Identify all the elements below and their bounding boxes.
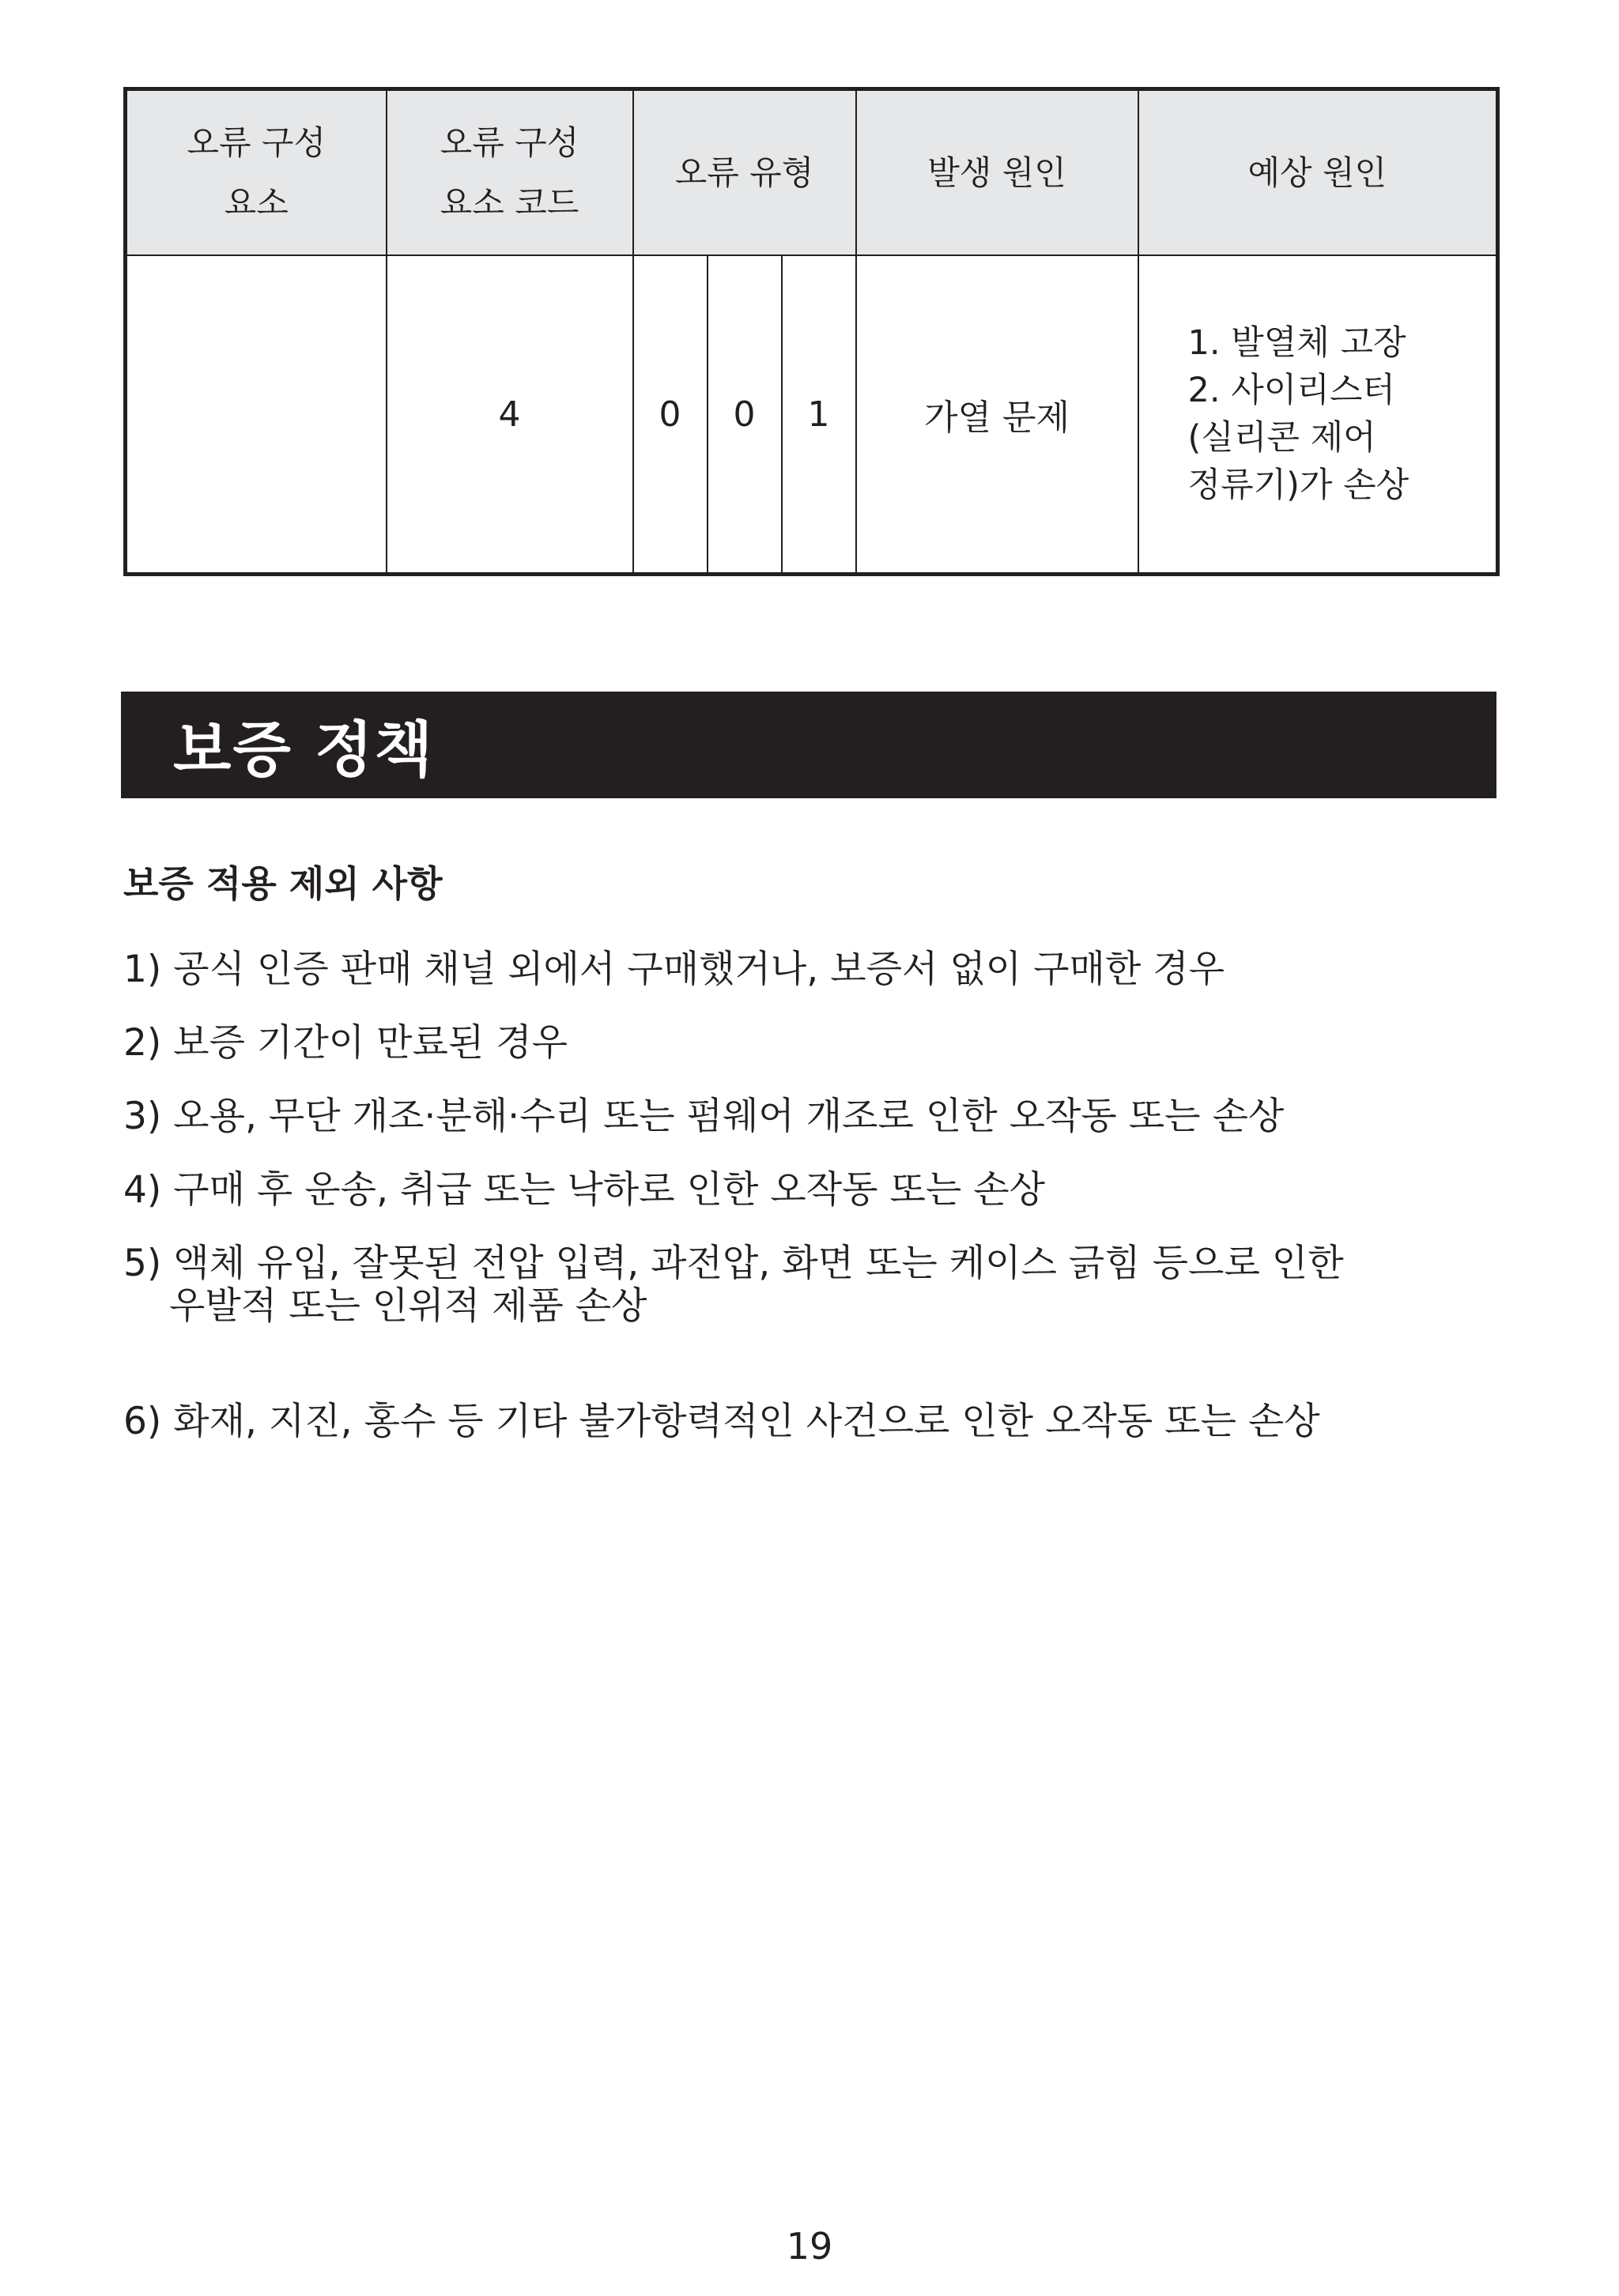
header-cause-occurrence: 발생 원인 [856, 89, 1138, 256]
exclusion-text: 3) 오용, 무단 개조·분해·수리 또는 펌웨어 개조로 인한 오작동 또는 손상 [123, 1095, 1285, 1138]
table-header-row [126, 89, 1498, 256]
header-component-code [387, 89, 633, 256]
exclusion-text: 4) 구매 후 운송, 취급 또는 낙하로 인한 오작동 또는 손상 [123, 1168, 1046, 1212]
cell-type-digit-1: 0 [633, 255, 708, 575]
list-item [123, 933, 1467, 1006]
header-component-code-line-1: 오류 구성 [440, 123, 579, 162]
exclusions-list [123, 933, 1467, 1458]
cell-component-code: 4 [387, 255, 633, 575]
list-item [123, 1006, 1467, 1080]
cause-expected-line-2: 2. 사이리스터 [1187, 371, 1395, 410]
list-item [123, 1385, 1467, 1458]
cell-type-digit-2: 0 [708, 255, 782, 575]
exclusion-text-continued: 우발적 또는 인위적 제품 손상 [169, 1284, 647, 1328]
exclusions-heading: 보증 적용 제외 사항 [123, 862, 443, 905]
exclusion-text: 6) 화재, 지진, 홍수 등 기타 불가항력적인 사건으로 인한 오작동 또는 손상 [123, 1400, 1320, 1443]
header-component-line-1: 오류 구성 [187, 123, 326, 162]
error-code-table [123, 87, 1500, 576]
header-error-type: 오류 유형 [633, 89, 856, 256]
exclusion-text: 2) 보증 기간이 만료된 경우 [123, 1021, 568, 1065]
cell-component [126, 255, 387, 575]
header-component-line-2: 요소 [224, 183, 289, 222]
header-cause-expected: 예상 원인 [1138, 89, 1498, 256]
table-row [126, 255, 1498, 575]
cause-expected-line-3: (실리콘 제어 [1187, 418, 1376, 458]
cause-expected-line-4: 정류기)가 손상 [1187, 466, 1410, 505]
list-item [123, 1153, 1467, 1227]
section-header-bar [121, 692, 1496, 798]
header-component-code-line-2: 요소 코드 [440, 183, 579, 222]
header-component [126, 89, 387, 256]
cell-cause-expected [1138, 255, 1498, 575]
cell-cause-occurrence: 가열 문제 [856, 255, 1138, 575]
cell-type-digit-3: 1 [782, 255, 856, 575]
section-title: 보증 정책 [173, 714, 435, 785]
page-number: 19 [786, 2225, 833, 2268]
list-item [123, 1227, 1467, 1385]
list-item [123, 1080, 1467, 1153]
cause-expected-line-1: 1. 발열체 고장 [1187, 323, 1406, 363]
exclusion-text: 1) 공식 인증 판매 채널 외에서 구매했거나, 보증서 없이 구매한 경우 [123, 948, 1225, 991]
exclusion-text: 5) 액체 유입, 잘못된 전압 입력, 과전압, 화면 또는 케이스 긁힘 등으로 인한 [123, 1242, 1344, 1285]
